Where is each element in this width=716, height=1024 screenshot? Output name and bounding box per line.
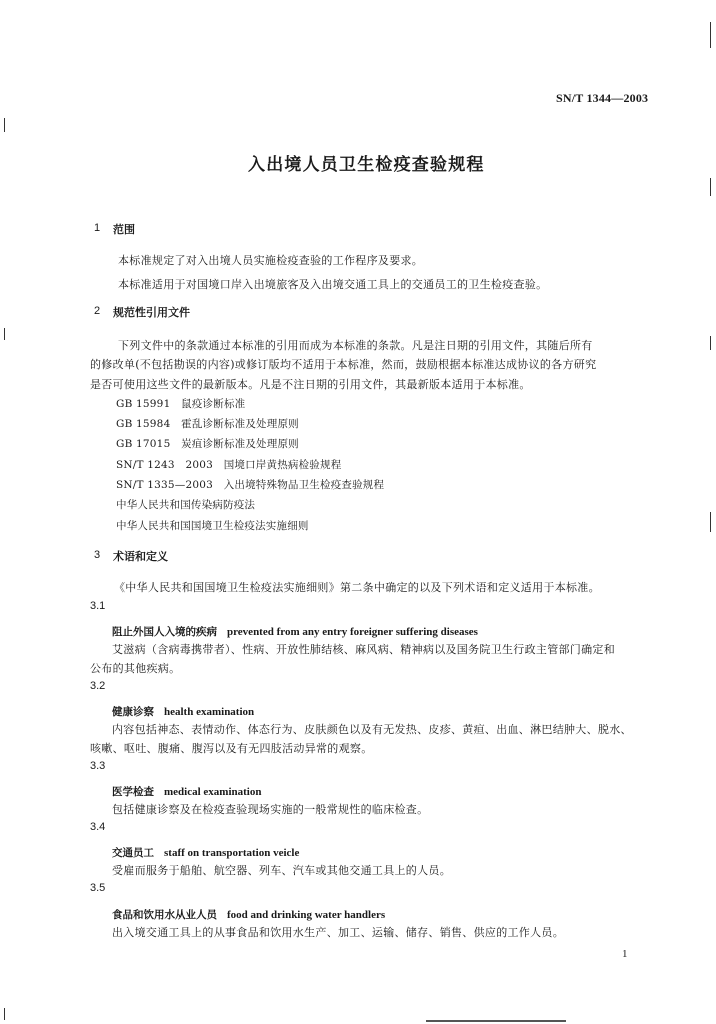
- term-heading: [112, 700, 254, 719]
- reference-item: SN/T 1243 2003 国境口岸黄热病检验规程: [116, 459, 342, 471]
- term-chinese: 食品和饮用水从业人员: [112, 909, 217, 921]
- term-heading: [112, 841, 299, 860]
- section-1-number: 1: [94, 222, 101, 234]
- section-1-title: 范围: [113, 223, 135, 236]
- scan-mark: [710, 178, 711, 196]
- section-3-number: 3: [94, 549, 101, 561]
- term-definition: 受雇而服务于船舶、航空器、列车、汽车或其他交通工具上的人员。: [112, 864, 451, 877]
- term-chinese: 阻止外国人入境的疾病: [112, 626, 217, 638]
- term-english: medical examination: [164, 786, 262, 798]
- reference-item: GB 15991 鼠疫诊断标准: [116, 398, 246, 410]
- term-definition: 艾滋病（含病毒携带者）、性病、开放性肺结核、麻风病、精神病以及国务院卫生行政主管部门确定和: [112, 643, 615, 656]
- term-chinese: 健康诊察: [112, 706, 154, 718]
- term-definition: 公布的其他疾病。: [90, 662, 181, 675]
- section-2-paragraph-line: 下列文件中的条款通过本标准的引用而成为本标准的条款。凡是注日期的引用文件，其随后所有: [118, 339, 593, 352]
- scan-mark: [4, 328, 5, 340]
- term-definition: 包括健康诊察及在检疫查验现场实施的一般常规性的临床检查。: [112, 803, 429, 816]
- term-definition: 出入境交通工具上的从事食品和饮用水生产、加工、运输、储存、销售、供应的工作人员。: [112, 926, 564, 939]
- reference-item: GB 15984 霍乱诊断标准及处理原则: [116, 418, 299, 430]
- section-2-title: 规范性引用文件: [113, 306, 190, 319]
- reference-item: GB 17015 炭疽诊断标准及处理原则: [116, 438, 299, 450]
- term-english: prevented from any entry foreigner suffering diseases: [227, 626, 478, 638]
- term-english: food and drinking water handlers: [227, 909, 386, 921]
- scan-mark: [4, 118, 5, 132]
- term-definition: 咳嗽、呕吐、腹痛、腹泻以及有无四肢活动异常的观察。: [90, 742, 373, 755]
- term-heading: [112, 620, 478, 639]
- section-3-intro: 《中华人民共和国国境卫生检疫法实施细则》第二条中确定的以及下列术语和定义适用于本标准。: [114, 581, 600, 594]
- reference-item: 中华人民共和国国境卫生检疫法实施细则: [116, 520, 309, 532]
- section-1-paragraph-1: 本标准规定了对入出境人员实施检疫查验的工作程序及要求。: [118, 254, 424, 267]
- term-number: 3.5: [90, 882, 106, 894]
- page-number: 1: [622, 948, 628, 960]
- term-english: staff on transportation veicle: [164, 847, 300, 859]
- term-number: 3.3: [90, 760, 106, 772]
- term-heading: [112, 780, 261, 799]
- section-1-paragraph-2: 本标准适用于对国境口岸入出境旅客及入出境交通工具上的交通员工的卫生检疫查验。: [118, 278, 548, 291]
- scan-mark: [710, 512, 711, 532]
- section-2-number: 2: [94, 305, 101, 317]
- term-chinese: 医学检查: [112, 786, 154, 798]
- section-3-title: 术语和定义: [113, 550, 168, 563]
- scan-mark: [710, 336, 711, 350]
- section-2-paragraph-line: 的修改单(不包括勘误的内容)或修订版均不适用于本标准，然而，鼓励根据本标准达成协议的各方研究: [90, 358, 597, 371]
- scan-mark: [710, 22, 711, 48]
- reference-item: SN/T 1335—2003 入出境特殊物品卫生检疫查验规程: [116, 479, 385, 491]
- reference-item: 中华人民共和国传染病防疫法: [116, 499, 256, 511]
- section-2-paragraph-line: 是否可使用这些文件的最新版本。凡是不注日期的引用文件，其最新版本适用于本标准。: [90, 378, 531, 391]
- term-chinese: 交通员工: [112, 847, 154, 859]
- term-number: 3.1: [90, 600, 106, 612]
- scan-mark: [426, 1020, 566, 1022]
- scan-mark: [4, 1008, 5, 1020]
- document-number: SN/T 1344—2003: [556, 91, 649, 105]
- term-english: health examination: [164, 706, 255, 718]
- term-number: 3.2: [90, 680, 106, 692]
- term-number: 3.4: [90, 821, 106, 833]
- term-heading: [112, 903, 385, 922]
- term-definition: 内容包括神态、表情动作、体态行为、皮肤颜色以及有无发热、皮疹、黄疸、出血、淋巴结肿大、脱水、: [112, 723, 632, 736]
- document-title: 入出境人员卫生检疫查验规程: [248, 155, 485, 175]
